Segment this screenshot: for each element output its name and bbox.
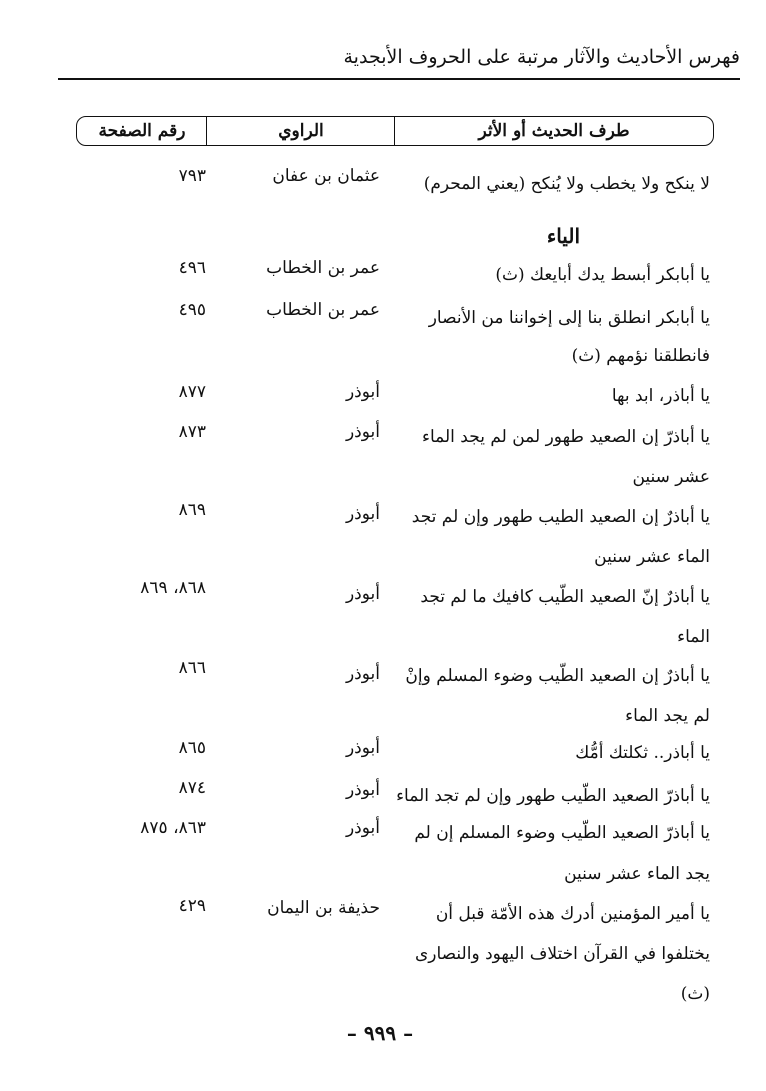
- entry-text: يا أمير المؤمنين أدرك هذه الأمّة قبل أن: [435, 904, 710, 924]
- entry-text: لم يجد الماء: [625, 706, 710, 726]
- entry-page: ٨٧٤: [178, 778, 206, 798]
- entry-page: ٤٩٦: [178, 258, 206, 278]
- entry-text: الماء عشر سنين: [594, 547, 710, 567]
- entry-text: لا ينكح ولا يخطب ولا يُنكح (يعني المحرم): [423, 174, 710, 194]
- entry-text: يا أباذرٌ إنّ الصعيد الطّيب كافيك ما لم تجد: [420, 587, 710, 607]
- entry-page: ٨٧٧: [178, 382, 206, 402]
- entry-text: يختلفوا في القرآن اختلاف اليهود والنصارى: [414, 944, 710, 964]
- entry-page: ٨٦٣، ٨٧٥: [140, 818, 206, 838]
- entry-narrator: أبوذر: [345, 818, 380, 838]
- entry-page: ٨٦٨، ٨٦٩: [140, 578, 206, 598]
- entry-narrator: عمر بن الخطاب: [266, 300, 380, 320]
- running-header: فهرس الأحاديث والآثار مرتبة على الحروف الأبجدية: [343, 46, 740, 68]
- entry-narrator: أبوذر: [345, 422, 380, 442]
- entry-text: يا أباذرٌ إن الصعيد الطيب طهور وإن لم تجد: [411, 507, 710, 527]
- text-column-header: طرف الحديث أو الأثر: [478, 121, 630, 141]
- entry-page: ٨٦٩: [178, 500, 206, 520]
- entry-text: يا أباذر.. ثكلتك أمُّك: [575, 743, 710, 763]
- entry-page: ٤٩٥: [178, 300, 206, 320]
- entry-narrator: أبوذر: [345, 738, 380, 758]
- entry-narrator: أبوذر: [345, 664, 380, 684]
- entry-text: يا أبابكر أبسط يدك أبايعك (ث): [495, 265, 710, 285]
- entry-text: يا أباذرّ الصعيد الطّيب طهور وإن لم تجد الماء: [396, 786, 710, 806]
- entry-text: يا أباذرٌ إن الصعيد الطّيب وضوء المسلم وإنْ: [405, 666, 710, 686]
- entry-page: ٤٢٩: [178, 896, 206, 916]
- page-number: – ٩٩٩ –: [346, 1021, 414, 1045]
- entry-narrator: أبوذر: [345, 382, 380, 402]
- entry-text: الماء: [677, 627, 710, 647]
- entry-page: ٧٩٣: [178, 166, 206, 186]
- entry-page: ٨٧٣: [178, 422, 206, 442]
- entry-narrator: عثمان بن عفان: [272, 166, 380, 186]
- section-heading: الياء: [546, 224, 580, 248]
- narrator-column-header: الراوي: [278, 121, 324, 141]
- entry-text: (ث): [680, 984, 710, 1004]
- entry-text: يا أباذر، ابد بها: [611, 386, 710, 406]
- header-rule: [58, 78, 740, 80]
- entry-page: ٨٦٥: [178, 738, 206, 758]
- entry-narrator: عمر بن الخطاب: [266, 258, 380, 278]
- entry-text: عشر سنين: [632, 467, 710, 487]
- entry-text: يجد الماء عشر سنين: [564, 864, 710, 884]
- entry-page: ٨٦٦: [178, 658, 206, 678]
- entry-narrator: حذيفة بن اليمان: [267, 898, 380, 918]
- entry-narrator: أبوذر: [345, 780, 380, 800]
- entry-text: يا أباذرّ إن الصعيد طهور لمن لم يجد الماء: [422, 427, 710, 447]
- page-column-header: رقم الصفحة: [98, 121, 186, 141]
- entry-text: يا أباذرّ الصعيد الطّيب وضوء المسلم إن لم: [414, 823, 710, 843]
- entry-text: يا أبابكر انطلق بنا إلى إخواننا من الأنصار: [428, 308, 710, 328]
- entry-narrator: أبوذر: [345, 584, 380, 604]
- table-header: [76, 116, 714, 146]
- entry-text: فانطلقنا نؤمهم (ث): [571, 346, 710, 366]
- entry-narrator: أبوذر: [345, 504, 380, 524]
